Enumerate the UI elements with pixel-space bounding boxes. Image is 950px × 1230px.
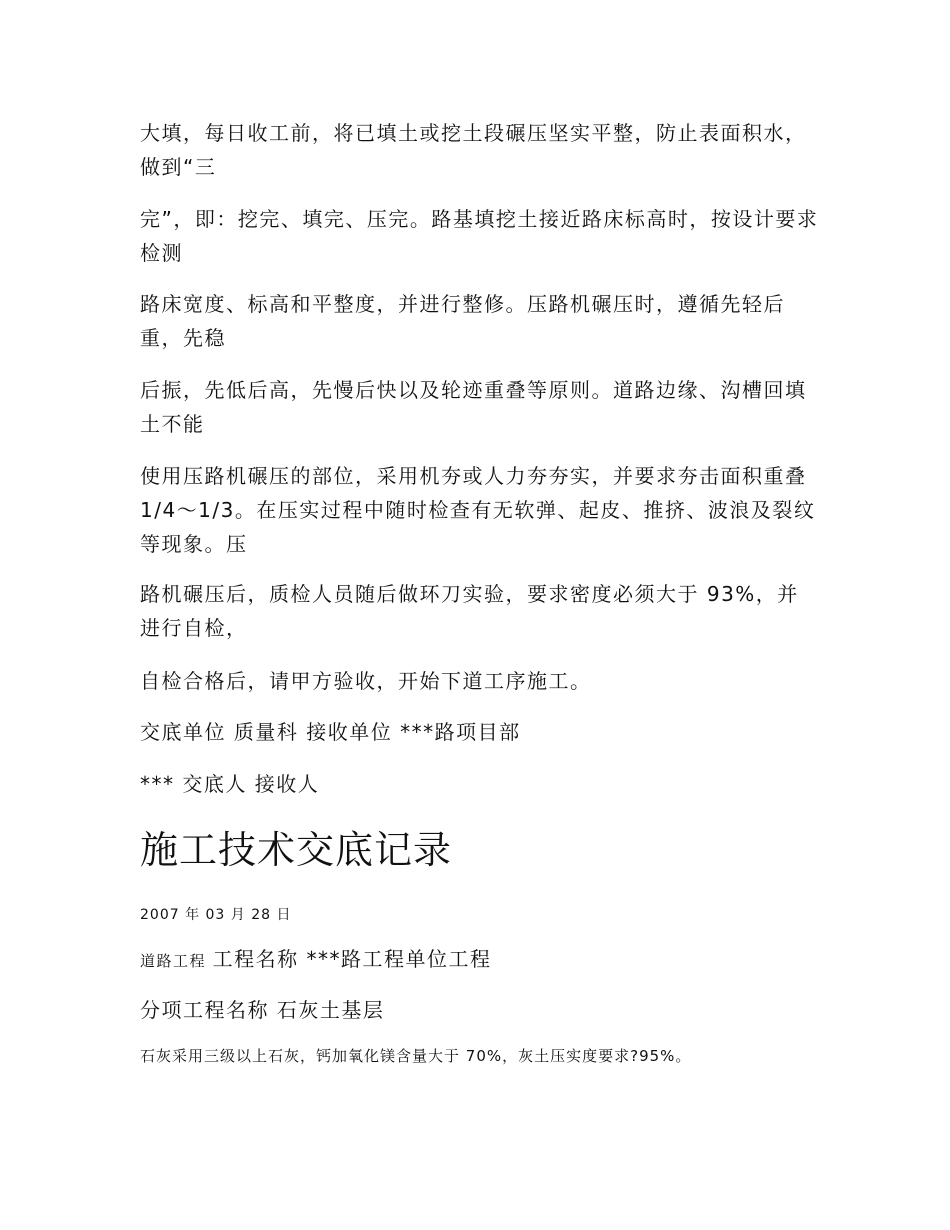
paragraph-6: 路机碾压后，质检人员随后做环刀实验，要求密度必须大于 93%，并进行自检， bbox=[140, 582, 799, 640]
paragraph-2: 完”，即：挖完、填完、压完。路基填挖土接近路床标高时，按设计要求检测 bbox=[140, 207, 819, 265]
document-title: 施工技术交底记录 bbox=[140, 828, 453, 872]
signoff-line-2: *** 交底人 接收人 bbox=[140, 772, 320, 796]
paragraph-5: 使用压路机碾压的部位，采用机夯或人力夯夯实，并要求夯击面积重叠 1/4～1/3。在压实过程中随时检查有无软弹、起皮、推挤、波浪及裂纹等现象。压 bbox=[140, 464, 816, 556]
project-name: 工程名称 ***路工程单位工程 bbox=[212, 947, 492, 971]
material-note: 石灰采用三级以上石灰，钙加氧化镁含量大于 70%，灰土压实度要求?95%。 bbox=[140, 1047, 692, 1065]
paragraph-3: 路床宽度、标高和平整度，并进行整修。压路机碾压时，遵循先轻后重，先稳 bbox=[140, 292, 785, 350]
paragraph-1: 大填，每日收工前，将已填土或挖土段碾压坚实平整，防止表面积水，做到“三 bbox=[140, 121, 807, 179]
subproject-name: 分项工程名称 石灰土基层 bbox=[140, 998, 385, 1022]
paragraph-7: 自检合格后，请甲方验收，开始下道工序施工。 bbox=[140, 669, 592, 693]
signoff-line-1: 交底单位 质量科 接收单位 ***路项目部 bbox=[140, 720, 521, 744]
project-line bbox=[140, 942, 820, 978]
project-category: 道路工程 bbox=[140, 952, 207, 970]
document-date: 2007 年 03 月 28 日 bbox=[140, 907, 292, 923]
paragraph-4: 后振，先低后高，先慢后快以及轮迹重叠等原则。道路边缘、沟槽回填土不能 bbox=[140, 378, 807, 436]
